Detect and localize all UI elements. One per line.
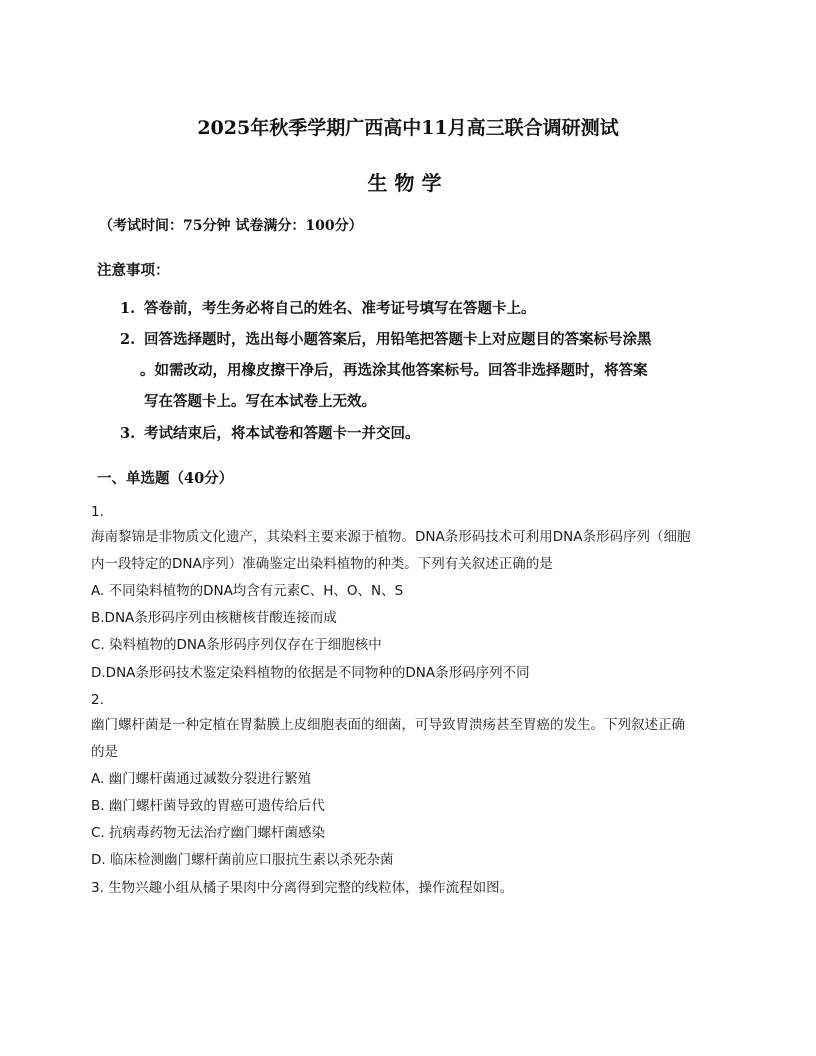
note-text: 考试结束后，将本试卷和答题卡一并交回。 xyxy=(144,425,420,442)
note-text: 写在答题卡上。写在本试卷上无效。 xyxy=(144,393,376,410)
question-option: C. 抗病毒药物无法治疗幽门螺杆菌感染 xyxy=(91,825,326,841)
question-option: A. 幽门螺杆菌通过减数分裂进行繁殖 xyxy=(91,771,312,787)
question-option: B. 幽门螺杆菌导致的胃癌可遗传给后代 xyxy=(91,798,325,814)
question-stem-line: 3. 生物兴趣小组从橘子果肉中分离得到完整的线粒体，操作流程如图。 xyxy=(91,880,514,896)
note-text: 回答选择题时，选出每小题答案后，用铅笔把答题卡上对应题目的答案标号涂黑 xyxy=(144,331,652,348)
question-stem-line: 内一段特定的DNA序列）准确鉴定出染料植物的种类。下列有关叙述正确的是 xyxy=(91,556,553,572)
note-text: 。如需改动，用橡皮擦干净后，再选涂其他答案标号。回答非选择题时，将答案 xyxy=(140,362,648,379)
question-option: D.DNA条形码技术鉴定染料植物的依据是不同物种的DNA条形码序列不同 xyxy=(91,665,530,681)
note-text: 答卷前，考生务必将自己的姓名、准考证号填写在答题卡上。 xyxy=(144,300,536,317)
exam-title: 2025年秋季学期广西高中11月高三联合调研测试 xyxy=(197,117,619,139)
section-title: 一、单选题（40分） xyxy=(97,470,234,487)
question-number: 1. xyxy=(91,504,104,520)
question-option: C. 染料植物的DNA条形码序列仅存在于细胞核中 xyxy=(91,637,382,653)
question-option: A. 不同染料植物的DNA均含有元素C、H、O、N、S xyxy=(91,583,404,599)
note-number: 2. xyxy=(120,331,136,348)
subject-title: 生物学 xyxy=(367,171,449,195)
question-option: D. 临床检测幽门螺杆菌前应口服抗生素以杀死杂菌 xyxy=(91,852,394,868)
note-number: 1. xyxy=(120,300,136,317)
exam-info: （考试时间：75分钟 试卷满分：100分） xyxy=(99,218,363,234)
question-stem-line: 幽门螺杆菌是一种定植在胃黏膜上皮细胞表面的细菌，可导致胃溃疡甚至胃癌的发生。下列叙述正确 xyxy=(91,717,685,733)
question-option: B.DNA条形码序列由核糖核苷酸连接而成 xyxy=(91,610,337,626)
question-stem-line: 的是 xyxy=(91,744,118,760)
question-number: 2. xyxy=(91,692,104,708)
note-number: 3. xyxy=(120,425,136,442)
notes-heading: 注意事项： xyxy=(97,262,170,279)
question-stem-line: 海南黎锦是非物质文化遗产，其染料主要来源于植物。DNA条形码技术可利用DNA条形码序列（细胞 xyxy=(91,529,691,545)
